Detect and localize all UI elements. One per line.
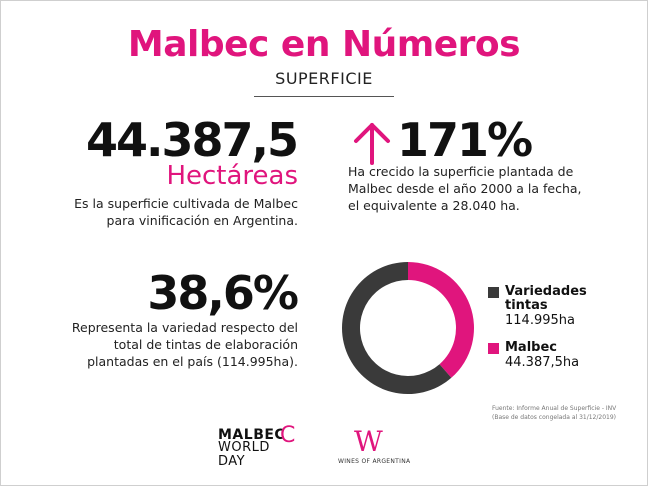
source-line-2: (Base de datos congelada al 31/12/2019) xyxy=(492,414,616,421)
wines-of-argentina-logo xyxy=(338,425,418,475)
donut-chart xyxy=(338,258,478,398)
share-value: 38,6% xyxy=(147,266,297,320)
page-subtitle: SUPERFICIE xyxy=(275,69,373,88)
donut-slice-malbec xyxy=(408,262,474,378)
malbec-world-day-logo xyxy=(218,423,308,475)
logo-line-day: DAY xyxy=(218,454,246,469)
legend-label-variedades: Variedades tintas xyxy=(505,284,587,313)
legend-label-malbec: Malbec xyxy=(505,340,557,355)
logo-line-world: WORLD xyxy=(218,440,270,455)
logo-w-mark: W xyxy=(354,425,383,458)
area-value: 44.387,5 xyxy=(86,113,297,167)
growth-description: Ha crecido la superficie plantada de Malbec desde el año 2000 a la fecha, el equivalente a 28.040 ha. xyxy=(348,164,582,213)
legend-value-malbec: 44.387,5ha xyxy=(505,355,580,370)
growth-value: 171% xyxy=(397,113,532,167)
legend-swatch-malbec xyxy=(488,343,499,354)
logo-line-malbec: MALBEC xyxy=(218,427,286,443)
share-description: Representa la variedad respecto del total de tintas de elaboración plantadas en el país (114.995ha). xyxy=(71,320,298,369)
legend-swatch-variedades xyxy=(488,287,499,298)
title-divider xyxy=(254,96,394,97)
logo-c-mark: C xyxy=(280,423,296,448)
legend-value-variedades: 114.995ha xyxy=(505,313,575,328)
area-unit: Hectáreas xyxy=(166,161,298,191)
source-note xyxy=(492,404,632,422)
area-description: Es la superficie cultivada de Malbec para vinificación en Argentina. xyxy=(74,196,298,228)
arrow-up-icon xyxy=(352,121,392,165)
source-line-1: Fuente: Informe Anual de Superficie - INV xyxy=(492,405,617,412)
logo-wines-text: WINES OF ARGENTINA xyxy=(338,458,411,465)
page-title: Malbec en Números xyxy=(127,24,521,65)
